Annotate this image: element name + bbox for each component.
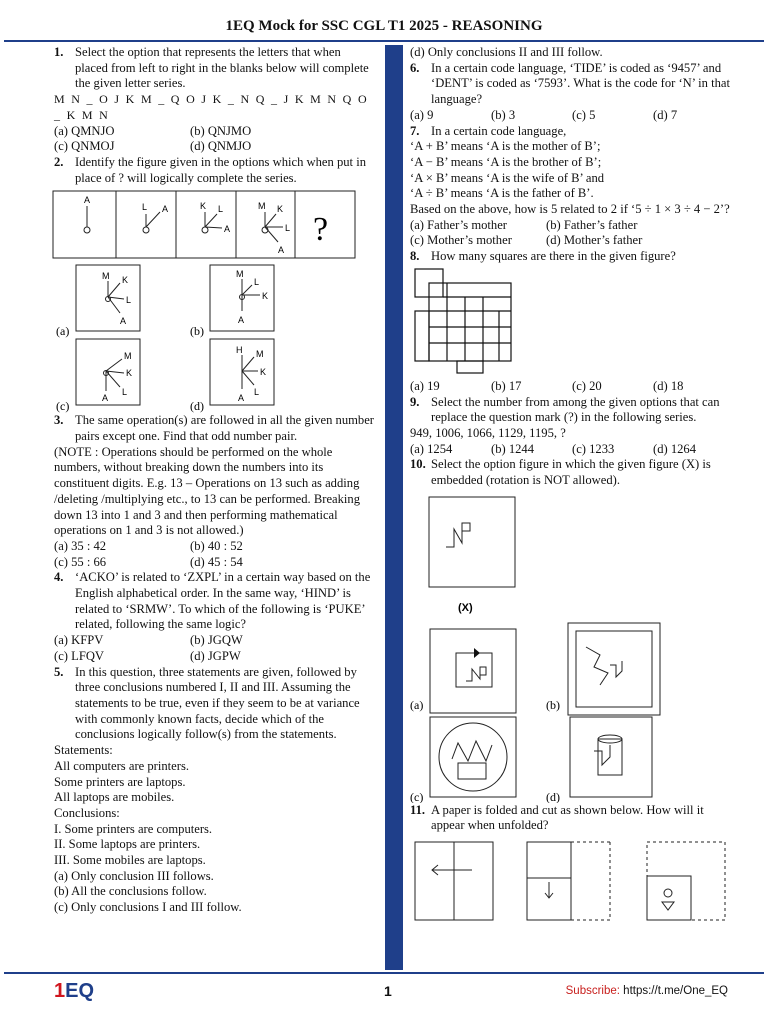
q7-line: ‘A × B’ means ‘A is the wife of B’ and bbox=[410, 170, 605, 185]
option-c: (c) LFQV bbox=[54, 648, 105, 663]
q5-line: II. Some laptops are printers. bbox=[54, 837, 201, 852]
question-text: Select the option figure in which the given figure (X) is embedded (rotation is NOT allowed). bbox=[431, 457, 711, 488]
fig-label: A bbox=[238, 315, 245, 326]
option-label: (c) bbox=[410, 789, 424, 803]
question-text: The same operation(s) are followed in all the given number pairs except one. Find that odd number pair. bbox=[75, 413, 374, 444]
question-number: 1. bbox=[54, 45, 64, 59]
question-2 bbox=[54, 155, 374, 186]
page-number: 1 bbox=[384, 983, 392, 999]
option-d: (d) JGPW bbox=[190, 648, 241, 663]
option-label: (c) bbox=[56, 399, 70, 414]
option-c: (c) QNMOJ bbox=[54, 139, 115, 154]
question-text: Select the option that represents the letters that when placed from left to right in the blanks below will complete the given letter series. bbox=[75, 45, 369, 91]
fig-label: A bbox=[278, 245, 285, 256]
question-10 bbox=[410, 457, 734, 488]
option-a: (a) 1254 bbox=[410, 441, 453, 456]
question-number: 10. bbox=[410, 457, 426, 472]
fig-label: M bbox=[102, 271, 110, 282]
question-9 bbox=[410, 395, 734, 426]
option-d: (d) 1264 bbox=[653, 441, 697, 456]
q5-line: I. Some printers are computers. bbox=[54, 821, 213, 836]
question-number: 7. bbox=[410, 123, 420, 138]
option-c: (c) 1233 bbox=[572, 441, 615, 456]
question-8 bbox=[410, 249, 734, 265]
option-c: (c) Only conclusions I and III follow. bbox=[54, 900, 242, 915]
fig-label: M bbox=[236, 269, 244, 280]
question-text: ‘ACKO’ is related to ‘ZXPL’ in a certain way based on the English alphabetical order. In the same way, ‘HIND’ is related to ‘SRMW’. To which of the following is ‘PUKE’ related, following the same logic? bbox=[75, 570, 371, 632]
question-4 bbox=[54, 570, 374, 633]
option-a: (a) 19 bbox=[410, 378, 440, 393]
right-column bbox=[410, 45, 734, 924]
option-b: (b) 40 : 52 bbox=[190, 538, 243, 553]
question-number: 2. bbox=[54, 154, 64, 169]
question-11 bbox=[410, 803, 734, 834]
logo-part: EQ bbox=[65, 980, 95, 1002]
fig-label: L bbox=[285, 223, 291, 234]
option-c: (c) 5 bbox=[572, 107, 596, 122]
question-text: How many squares are there in the given figure? bbox=[431, 249, 676, 264]
option-d: (d) QNMJO bbox=[190, 139, 252, 154]
option-label: (a) bbox=[410, 697, 424, 712]
q5-line: All laptops are mobiles. bbox=[54, 790, 175, 805]
fig-label: L bbox=[254, 277, 260, 288]
q7-line: ‘A − B’ means ‘A is the brother of B’; bbox=[410, 154, 602, 169]
option-b: (b) QNJMO bbox=[190, 123, 252, 138]
option-d: (d) 7 bbox=[653, 107, 678, 122]
fold-cut-figure bbox=[410, 838, 734, 924]
question-7 bbox=[410, 124, 734, 140]
option-a: (a) Only conclusion III follows. bbox=[54, 868, 214, 883]
option-c: (c) 20 bbox=[572, 378, 602, 393]
option-b: (b) 1244 bbox=[491, 441, 535, 456]
question-text: A paper is folded and cut as shown below. How will it appear when unfolded? bbox=[431, 802, 704, 833]
question-number: 5. bbox=[54, 664, 64, 679]
question-5 bbox=[54, 665, 374, 744]
question-text: In a certain code language, bbox=[431, 123, 567, 138]
question-mark: ? bbox=[313, 211, 329, 249]
number-series: 949, 1006, 1066, 1129, 1195, ? bbox=[410, 425, 566, 440]
question-1 bbox=[54, 45, 374, 92]
option-b: (b) 17 bbox=[491, 378, 522, 393]
letter-series: M N _ O J K M _ Q O J K _ N Q _ J K M N Q O _ K M N bbox=[54, 92, 369, 122]
squares-figure bbox=[410, 267, 734, 379]
question-text: Select the number from among the given options that can replace the question mark (?) in the following series. bbox=[431, 394, 720, 425]
fig-label: A bbox=[224, 224, 231, 235]
footer-divider bbox=[4, 972, 764, 974]
question-text: In a certain code language, ‘TIDE’ is coded as ‘9457’ and ‘DENT’ is coded as ‘7593’. What is the code for ‘N’ in that language? bbox=[431, 60, 731, 107]
option-a: (a) 9 bbox=[410, 107, 434, 122]
fig-label: K bbox=[122, 275, 129, 286]
sidebar-band bbox=[385, 45, 403, 970]
series-figure bbox=[0, 190, 374, 260]
q5-line: All computers are printers. bbox=[54, 758, 189, 773]
q7-line: Based on the above, how is 5 related to 2 if ‘5 ÷ 1 × 3 ÷ 4 − 2’? bbox=[410, 202, 730, 217]
option-b: (b) JGQW bbox=[190, 633, 243, 648]
figure-x-label: (X) bbox=[458, 601, 473, 614]
option-a: (a) Father’s mother bbox=[410, 217, 507, 232]
fig-label: K bbox=[262, 291, 269, 302]
option-label: (a) bbox=[56, 324, 70, 339]
option-d: (d) Only conclusions II and III follow. bbox=[410, 45, 603, 59]
embedded-figures bbox=[410, 495, 734, 803]
option-label: (d) bbox=[190, 399, 204, 414]
fig-label: L bbox=[142, 202, 148, 213]
fig-label: L bbox=[218, 204, 224, 215]
option-c: (c) Mother’s mother bbox=[410, 233, 512, 248]
option-a: (a) KFPV bbox=[54, 633, 104, 648]
q5-line: III. Some mobiles are laptops. bbox=[54, 853, 206, 868]
left-column bbox=[54, 45, 374, 916]
option-d: (d) 45 : 54 bbox=[190, 554, 243, 569]
q7-line: ‘A ÷ B’ means ‘A is the father of B’. bbox=[410, 186, 594, 201]
option-d: (d) 18 bbox=[653, 378, 684, 393]
option-label: (b) bbox=[546, 697, 560, 712]
fig-label: A bbox=[84, 195, 91, 206]
question-note: (NOTE : Operations should be performed on the whole numbers, without breaking down the numbers into its constituent digits. E.g. 13 – Operations on 13 such as adding /deleting /multiplying etc., to 13 can be performed. Breaking down 13 into 1 and 3 and then performing mathematical operations on 1 and 3 is not allowed.) bbox=[54, 444, 361, 538]
fig-label: M bbox=[256, 349, 264, 360]
fig-label: K bbox=[260, 367, 267, 378]
question-number: 4. bbox=[54, 570, 64, 585]
question-number: 3. bbox=[54, 413, 64, 428]
fig-label: L bbox=[126, 295, 132, 306]
fig-label: K bbox=[200, 201, 207, 212]
question-text: Identify the figure given in the options which when put in place of ? will logically complete the series. bbox=[75, 154, 366, 185]
question-number: 8. bbox=[410, 249, 420, 264]
fig-label: A bbox=[120, 316, 127, 327]
fig-label: M bbox=[124, 351, 132, 362]
fig-label: K bbox=[277, 204, 284, 215]
fig-label: A bbox=[162, 204, 169, 215]
option-b: (b) 3 bbox=[491, 107, 516, 122]
fig-label: H bbox=[236, 345, 243, 356]
question-text: In this question, three statements are given, followed by three conclusions numbered I, II and III. Assuming the statements to be true, even if they seem to be at variance with commonly known facts, decide which of the conclusions logically follow(s) from the statements. bbox=[75, 664, 360, 742]
q2-options bbox=[0, 263, 374, 413]
fig-label: A bbox=[238, 393, 245, 404]
option-b: (b) All the conclusions follow. bbox=[54, 884, 207, 899]
fig-label: A bbox=[102, 393, 109, 404]
page-title: 1EQ Mock for SSC CGL T1 2025 - REASONING bbox=[225, 18, 543, 34]
header-divider bbox=[4, 40, 764, 42]
fig-label: L bbox=[122, 387, 128, 398]
option-a: (a) QMNJO bbox=[54, 123, 115, 138]
q5-line: Conclusions: bbox=[54, 805, 120, 820]
q7-line: ‘A + B’ means ‘A is the mother of B’; bbox=[410, 139, 601, 154]
question-number: 9. bbox=[410, 394, 420, 409]
q5-line: Statements: bbox=[54, 743, 113, 758]
fig-label: L bbox=[254, 387, 260, 398]
option-c: (c) 55 : 66 bbox=[54, 554, 107, 569]
option-a: (a) 35 : 42 bbox=[54, 538, 107, 553]
option-d: (d) Mother’s father bbox=[546, 233, 643, 248]
question-number: 11. bbox=[410, 802, 426, 817]
brand-logo bbox=[54, 980, 94, 1003]
option-label: (d) bbox=[546, 789, 560, 803]
subscribe-label: Subscribe: bbox=[565, 985, 620, 997]
option-label: (b) bbox=[190, 324, 204, 339]
subscribe-link[interactable]: https://t.me/One_EQ bbox=[623, 985, 728, 997]
fig-label: M bbox=[258, 201, 266, 212]
question-3 bbox=[54, 413, 374, 444]
question-6 bbox=[410, 61, 734, 108]
question-number: 6. bbox=[410, 60, 420, 75]
fig-label: K bbox=[126, 368, 133, 379]
subscribe-line bbox=[566, 985, 728, 997]
logo-part: 1 bbox=[54, 980, 66, 1002]
q5-line: Some printers are laptops. bbox=[54, 774, 186, 789]
option-b: (b) Father’s father bbox=[546, 217, 638, 232]
